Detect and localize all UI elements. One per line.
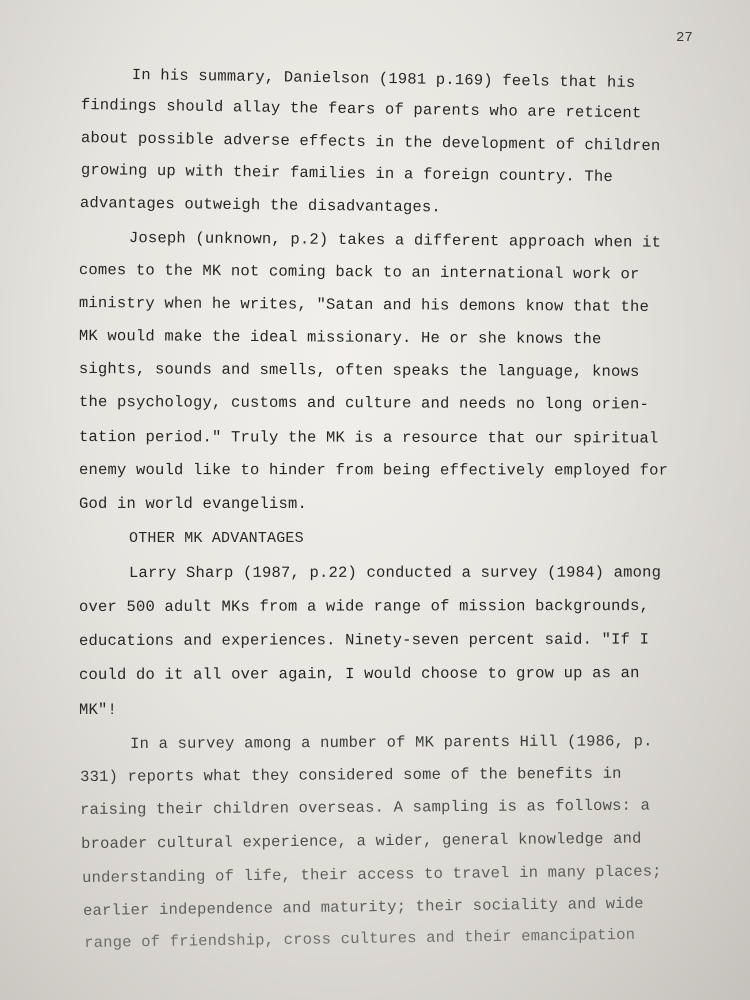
text-line: God in world evangelism. — [79, 495, 308, 513]
text-line: the psychology, customs and culture and needs no long orien- — [78, 393, 650, 414]
text-line: understanding of life, their access to travel in many places; — [82, 862, 662, 887]
text-line: In his summary, Danielson (1981 p.169) feels that his — [131, 66, 636, 92]
text-line: Joseph (unknown, p.2) takes a different approach when it — [128, 229, 662, 252]
text-line: could do it all over again, I would choose to grow up as an — [79, 664, 640, 684]
text-line: comes to the MK not coming back to an international work or — [78, 261, 640, 284]
text-line: MK would make the ideal missionary. He or she knows the — [78, 327, 602, 349]
text-line: growing up with their families in a foreign country. The — [80, 161, 614, 186]
text-line: advantages outweigh the disadvantages. — [79, 194, 442, 217]
text-line: findings should allay the fears of parents who are reticent — [80, 96, 642, 123]
text-line: MK"! — [79, 701, 118, 719]
text-line: about possible adverse effects in the development of children — [80, 129, 661, 156]
text-line: sights, sounds and smells, often speaks the language, knows — [78, 360, 640, 381]
section-heading: OTHER MK ADVANTAGES — [129, 530, 304, 547]
text-line: enemy would like to hinder from being effectively employed for — [78, 461, 669, 480]
text-line: tation period." Truly the MK is a resource that our spiritual — [78, 428, 659, 448]
text-line: Larry Sharp (1987, p.22) conducted a survey (1984) among — [129, 563, 662, 582]
text-line: over 500 adult MKs from a wide range of mission backgrounds, — [79, 597, 650, 616]
text-line: educations and experiences. Ninety-seven percent said. "If I — [79, 630, 650, 650]
text-line: ministry when he writes, "Satan and his demons know that the — [78, 294, 650, 316]
text-line: range of friendship, cross cultures and their emancipation — [84, 925, 636, 952]
text-line: broader cultural experience, a wider, general knowledge and — [81, 829, 642, 853]
text-line: earlier independence and maturity; their sociality and wide — [83, 894, 644, 920]
page-number: 27 — [676, 30, 693, 46]
text-line: raising their children overseas. A sampling is as follows: a — [80, 796, 651, 819]
text-line: 331) reports what they considered some of the benefits in — [80, 764, 622, 786]
text-line: In a survey among a number of MK parents Hill (1986, p. — [130, 732, 653, 753]
